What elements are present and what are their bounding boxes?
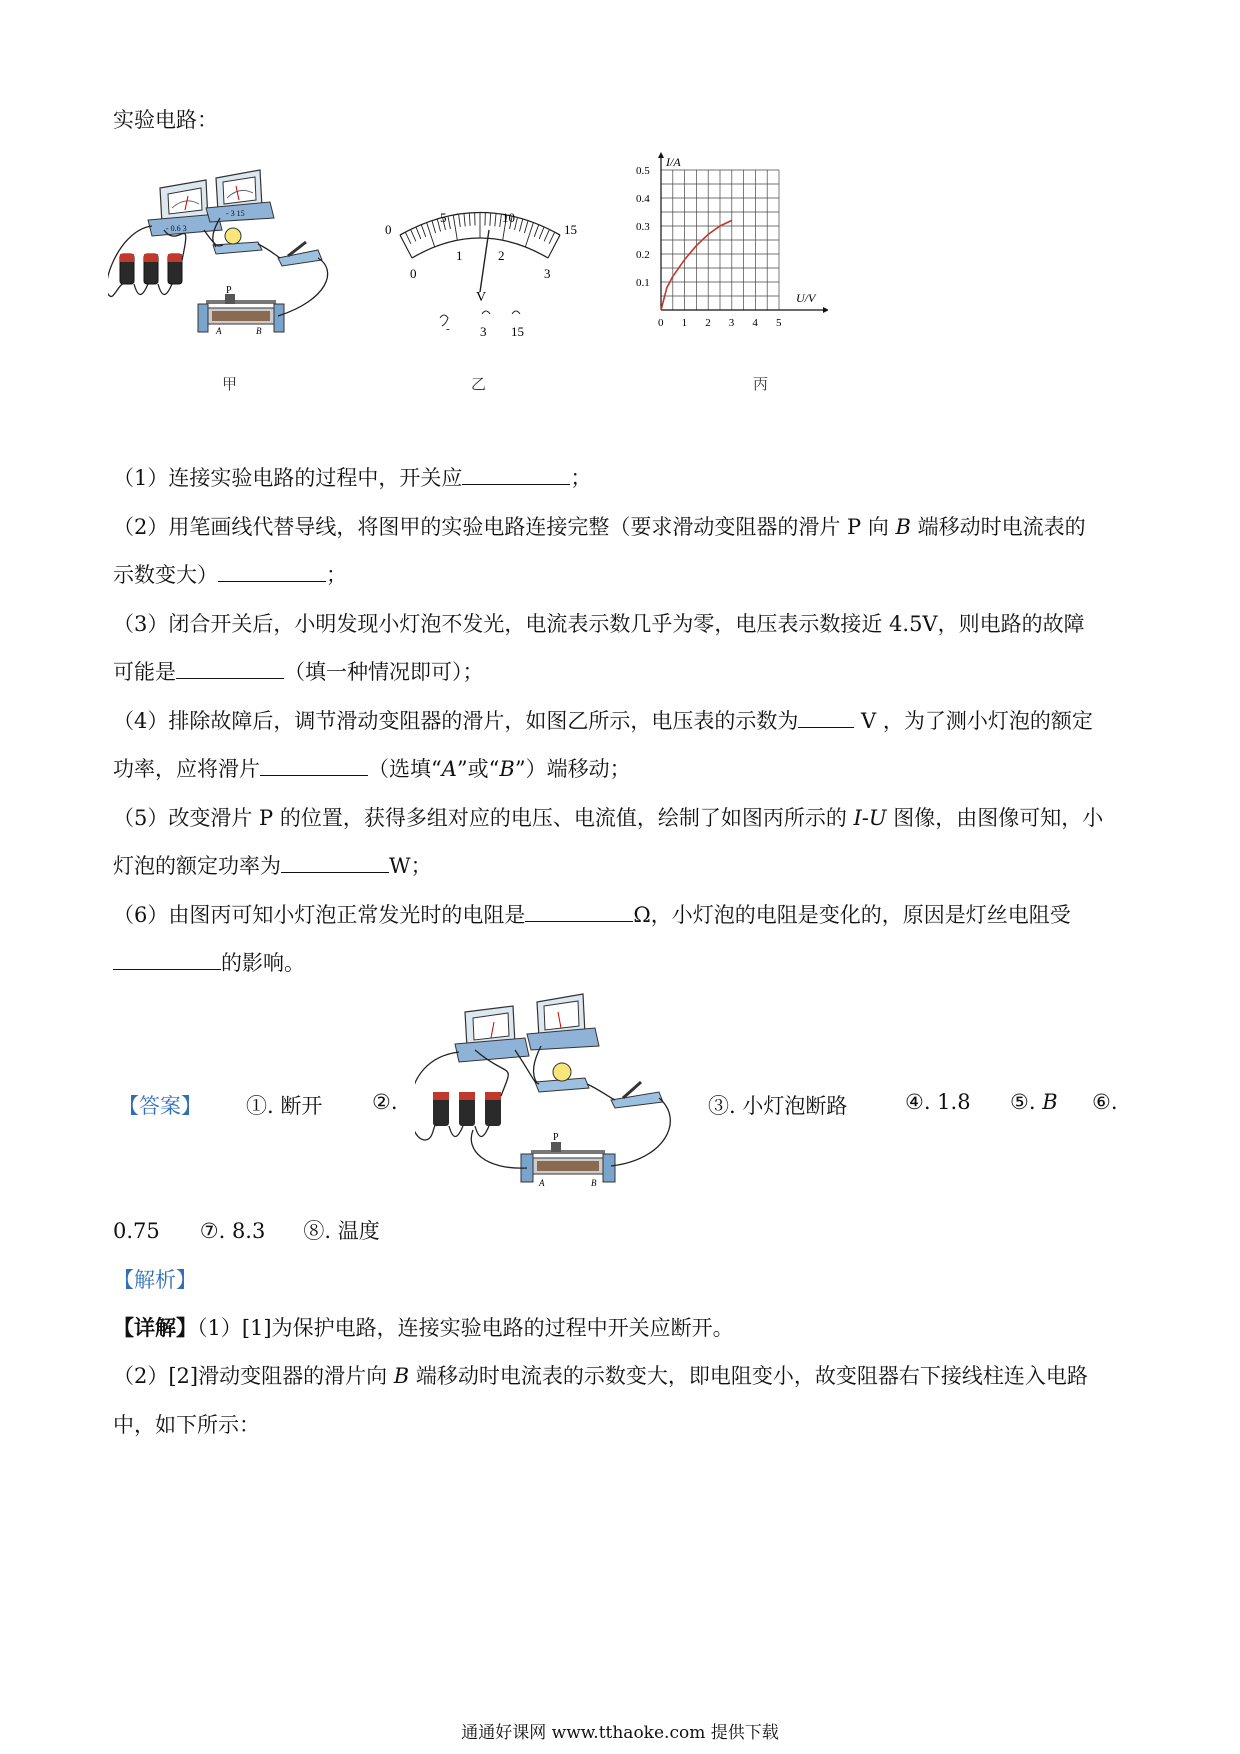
scale-tick bbox=[539, 227, 544, 239]
bottom-tick-2: 2 bbox=[498, 248, 505, 263]
meter-unit: V bbox=[476, 290, 487, 305]
batteries bbox=[433, 1092, 501, 1126]
analysis-detail-3: 中，如下所示： bbox=[113, 1413, 260, 1437]
question-4: （4）排除故障后，调节滑动变阻器的滑片，如图乙所示，电压表的示数为 V ，为了测小灯泡的额定 bbox=[113, 709, 1093, 733]
scale-tick bbox=[495, 214, 496, 226]
question-2: （2）用笔画线代替导线，将图甲的实验电路连接完整（要求滑动变阻器的滑片 P 向 B 端移动时电流表的 bbox=[113, 515, 1086, 539]
scale-tick bbox=[459, 215, 461, 227]
svg-text:- 3 15: - 3 15 bbox=[226, 209, 245, 218]
question-5: （5）改变滑片 P 的位置，获得多组对应的电压、电流值，绘制了如图丙所示的 I-U 图像，由图像可知，小 bbox=[113, 806, 1104, 830]
scale-tick bbox=[448, 217, 450, 229]
y-tick-label: 0.1 bbox=[636, 277, 650, 289]
question-4-cont: 功率，应将滑片 （选填“A”或“B”）端移动； bbox=[113, 757, 631, 781]
question-6-cont: 的影响。 bbox=[113, 949, 305, 977]
voltmeter-scale-figure bbox=[380, 200, 580, 350]
answer-2: ②. bbox=[372, 1090, 398, 1114]
scale-tick bbox=[464, 214, 465, 226]
rheostat bbox=[521, 1132, 615, 1188]
answer-blank bbox=[218, 561, 326, 582]
svg-text:A: A bbox=[216, 326, 222, 336]
x-tick-label: 5 bbox=[776, 317, 782, 329]
answer-4: ④. 1.8 bbox=[905, 1090, 971, 1114]
answer-3: ③. 小灯泡断路 bbox=[708, 1094, 848, 1118]
top-tick-15: 15 bbox=[564, 222, 577, 237]
scale-tick bbox=[421, 225, 425, 237]
svg-text:P: P bbox=[553, 1132, 559, 1143]
caption-bing: 丙 bbox=[753, 375, 769, 393]
x-tick-label: 0 bbox=[658, 317, 664, 329]
top-tick-10: 10 bbox=[502, 210, 515, 225]
circuit-figure-jia bbox=[108, 150, 368, 370]
iu-graph-figure bbox=[628, 152, 828, 332]
answer-blank bbox=[281, 852, 389, 873]
svg-text:- 0.6 3: - 0.6 3 bbox=[166, 224, 187, 233]
voltmeter bbox=[527, 994, 599, 1050]
question-1: （1）连接实验电路的过程中，开关应 ； bbox=[113, 466, 592, 490]
x-tick-label: 4 bbox=[752, 317, 758, 329]
footer-text: 通通好课网 www.tthaoke.com 提供下载 bbox=[461, 1723, 779, 1743]
scale-tick bbox=[548, 235, 560, 258]
meter-needle bbox=[480, 230, 489, 292]
answer-6: ⑥. bbox=[1092, 1090, 1118, 1114]
answer-blank bbox=[176, 658, 284, 679]
scale-tick bbox=[544, 230, 549, 242]
batteries bbox=[120, 254, 182, 284]
scale-tick bbox=[490, 213, 491, 225]
x-tick-label: 1 bbox=[681, 317, 688, 329]
y-tick-label: 0.3 bbox=[636, 221, 650, 233]
top-tick-5: 5 bbox=[440, 210, 447, 225]
svg-text:3: 3 bbox=[480, 324, 487, 339]
y-tick-label: 0.5 bbox=[636, 165, 650, 177]
y-tick-label: 0.4 bbox=[636, 193, 650, 205]
analysis-detail-2: （2）[2]滑动变阻器的滑片向 B 端移动时电流表的示数变大，即电阻变小，故变阻器右下接线柱连入电路 bbox=[113, 1364, 1088, 1388]
scale-tick bbox=[524, 221, 528, 233]
scale-tick bbox=[432, 221, 436, 233]
intro-text: 实验电路： bbox=[113, 108, 218, 132]
question-3-cont: 可能是 （填一种情况即可）； bbox=[113, 660, 484, 684]
switch bbox=[611, 1082, 663, 1108]
question-5-cont: 灯泡的额定功率为 W； bbox=[113, 854, 432, 878]
answer-blank bbox=[462, 464, 570, 485]
y-tick-label: 0.2 bbox=[636, 249, 650, 261]
answer-blank bbox=[525, 901, 633, 922]
bottom-tick-1: 1 bbox=[456, 248, 463, 263]
answer-circuit-figure bbox=[415, 990, 685, 1210]
svg-text:-: - bbox=[446, 323, 450, 335]
caption-yi: 乙 bbox=[471, 375, 487, 393]
scale-tick bbox=[416, 227, 421, 239]
rheostat bbox=[198, 285, 284, 336]
bottom-tick-3: 3 bbox=[544, 266, 551, 281]
scale-tick bbox=[400, 235, 412, 258]
scale-tick bbox=[534, 225, 538, 237]
caption-jia: 甲 bbox=[222, 375, 238, 393]
svg-text:B: B bbox=[256, 326, 262, 336]
answer-1: ①. 断开 bbox=[246, 1094, 323, 1118]
scale-tick bbox=[519, 219, 522, 231]
graph-ylabel: I/A bbox=[666, 155, 681, 169]
scale-tick bbox=[405, 232, 411, 244]
svg-text:A: A bbox=[539, 1178, 545, 1188]
svg-text:15: 15 bbox=[511, 324, 524, 339]
analysis-label: 【解析】 bbox=[113, 1268, 197, 1292]
answer-5: ⑤. B bbox=[1010, 1090, 1058, 1114]
answer-blank bbox=[260, 755, 368, 776]
svg-text:P: P bbox=[226, 285, 232, 296]
analysis-detail-1: 【详解】（1）[1]为保护电路，连接实验电路的过程中开关应断开。 bbox=[113, 1315, 734, 1340]
bulb bbox=[535, 1063, 589, 1092]
bulb bbox=[213, 228, 262, 254]
bottom-tick-0: 0 bbox=[410, 266, 417, 281]
scale-tick bbox=[453, 215, 457, 240]
question-3: （3）闭合开关后，小明发现小灯泡不发光，电流表示数几乎为零，电压表示数接近 4.5V，则电路的故障 bbox=[113, 612, 1085, 636]
svg-text:B: B bbox=[591, 1178, 597, 1188]
x-tick-label: 2 bbox=[705, 317, 711, 329]
question-6: （6）由图丙可知小灯泡正常发光时的电阻是 Ω，小灯泡的电阻是变化的，原因是灯丝电阻受 bbox=[113, 903, 1071, 927]
wires bbox=[415, 1046, 670, 1168]
answer-blank bbox=[113, 949, 221, 970]
top-tick-0: 0 bbox=[385, 222, 392, 237]
answer-line-2: 0.75 ⑦. 8.3 ⑧. 温度 bbox=[113, 1219, 380, 1243]
scale-tick bbox=[549, 232, 555, 244]
answer-blank bbox=[798, 707, 854, 728]
scale-tick bbox=[469, 213, 470, 225]
answer-label: 【答案】 bbox=[118, 1094, 202, 1118]
switch bbox=[278, 242, 322, 266]
voltmeter bbox=[206, 170, 274, 222]
scale-tick bbox=[411, 230, 416, 242]
x-tick-label: 3 bbox=[728, 317, 735, 329]
question-2-cont: 示数变大） ； bbox=[113, 563, 347, 587]
graph-xlabel: U/V bbox=[796, 291, 816, 305]
